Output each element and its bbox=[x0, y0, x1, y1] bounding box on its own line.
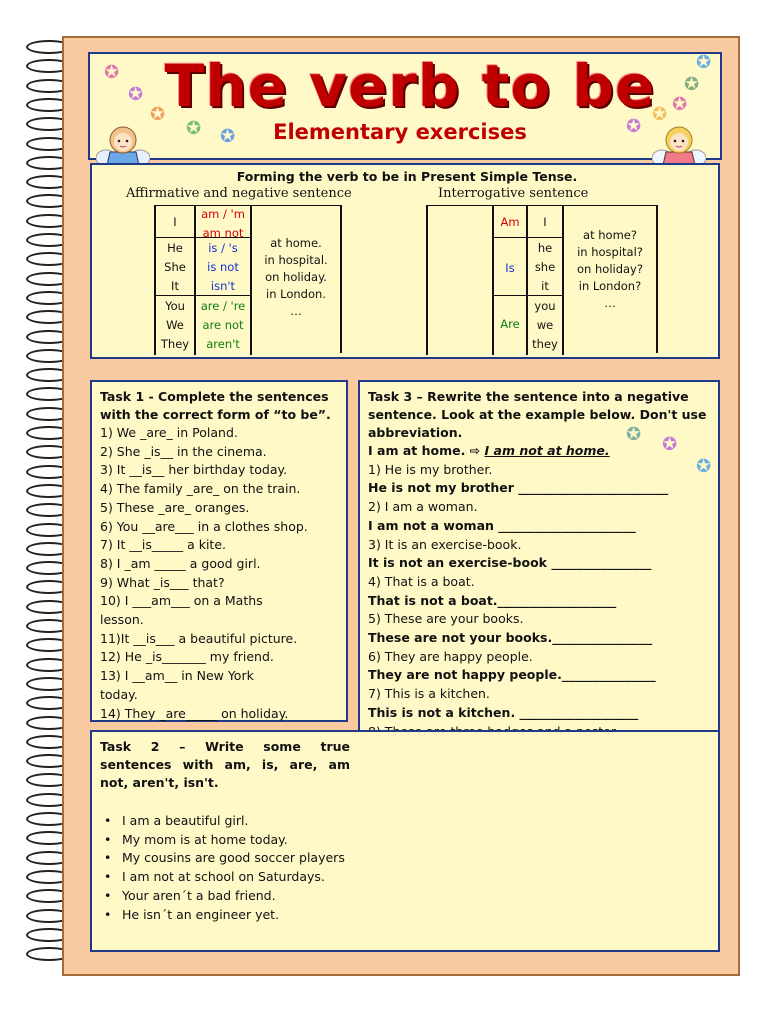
task1-item: 4) The family _are_ on the train. bbox=[100, 481, 301, 497]
task3-example bbox=[368, 442, 710, 461]
task2-heading: not, aren't, isn't. bbox=[100, 775, 219, 790]
task2-item: • Your aren´t a bad friend. bbox=[100, 887, 710, 906]
task2-list bbox=[100, 812, 710, 924]
task3-answer: I am not a woman ______________________ bbox=[368, 517, 636, 533]
task3-answer: These are not your books.________________ bbox=[368, 630, 653, 646]
task2-heading: sentences with am, is, are, am bbox=[100, 757, 350, 772]
task1-item: today. bbox=[100, 686, 138, 702]
table-cell-verb: am / 'm am not bbox=[201, 207, 245, 240]
task3-heading: sentence. Look at the example below. Don't use bbox=[368, 407, 707, 422]
table-cell-verb: is / 's is not isn't bbox=[207, 241, 239, 293]
table-line bbox=[426, 205, 658, 206]
task2-item: • He isn´t an engineer yet. bbox=[100, 906, 710, 925]
grammar-panel bbox=[90, 163, 720, 359]
task1-heading: with the correct form of “to be”. bbox=[100, 407, 331, 422]
task2-item: • I am a beautiful girl. bbox=[100, 812, 710, 831]
task1-item: 3) It __is__ her birthday today. bbox=[100, 462, 288, 478]
table-cell-pronoun: you we they bbox=[532, 299, 558, 351]
task3-heading: abbreviation. bbox=[368, 425, 463, 440]
star-icon: ✪ bbox=[150, 104, 166, 125]
task1-item: lesson. bbox=[100, 612, 144, 628]
task2-item: • I am not at school on Saturdays. bbox=[100, 868, 710, 887]
task3-prompt: 1) He is my brother. bbox=[368, 461, 493, 477]
star-icon: ✪ bbox=[662, 434, 678, 455]
task1-item: 12) He _is_______ my friend. bbox=[100, 649, 274, 665]
table-line bbox=[340, 205, 342, 353]
task1-item: 13) I __am__ in New York bbox=[100, 668, 254, 684]
star-icon: ✪ bbox=[626, 424, 642, 445]
table-cell-pronoun: I bbox=[543, 215, 547, 229]
task1-item: 8) I _am _____ a good girl. bbox=[100, 555, 261, 571]
task1-item: 11)It __is___ a beautiful picture. bbox=[100, 630, 298, 646]
star-icon: ✪ bbox=[696, 456, 712, 477]
task1-item: 5) These _are_ oranges. bbox=[100, 499, 250, 515]
task1-item: 9) What _is___ that? bbox=[100, 574, 225, 590]
table-cell-verb: Are bbox=[500, 317, 520, 331]
affirmative-heading: Affirmative and negative sentence bbox=[126, 186, 352, 201]
table-cell-places: at home. in hospital. on holiday. in London. … bbox=[264, 236, 328, 318]
table-cell-verb: Is bbox=[505, 261, 515, 275]
task1-heading: Task 1 - Complete the sentences bbox=[100, 389, 329, 404]
task3-prompt: 3) It is an exercise-book. bbox=[368, 536, 522, 552]
task3-answer: This is not a kitchen. ___________________ bbox=[368, 704, 639, 720]
task1-item: 10) I ___am___ on a Maths bbox=[100, 593, 263, 609]
table-cell-verb: Am bbox=[500, 215, 520, 229]
table-cell-pronoun: I bbox=[173, 215, 177, 229]
task2-item: • My mom is at home today. bbox=[100, 831, 710, 850]
grammar-title: Forming the verb to be in Present Simple Tense. bbox=[236, 169, 578, 184]
task3-heading: Task 3 – Rewrite the sentence into a negative bbox=[368, 389, 689, 404]
task3-prompt: 6) They are happy people. bbox=[368, 648, 533, 664]
star-icon: ✪ bbox=[672, 94, 688, 115]
task3-example-answer: I am not at home. bbox=[484, 443, 610, 458]
task3-answer: That is not a boat.___________________ bbox=[368, 592, 617, 608]
task2-panel bbox=[90, 730, 720, 952]
star-icon: ✪ bbox=[696, 52, 712, 73]
task2-heading: Task 2 – Write some true bbox=[100, 739, 350, 754]
task1-item: 1) We _are_ in Poland. bbox=[100, 425, 238, 440]
task1-item: 2) She _is__ in the cinema. bbox=[100, 443, 267, 459]
task3-prompt: 5) These are your books. bbox=[368, 611, 524, 627]
page-title: The verb to be bbox=[164, 52, 656, 120]
table-cell-places: at home? in hospital? on holiday? in London? … bbox=[577, 228, 643, 310]
task3-example-prefix: I am at home. ⇨ bbox=[368, 443, 485, 458]
task1-panel bbox=[90, 380, 348, 722]
star-icon: ✪ bbox=[128, 84, 144, 105]
task3-prompt: 2) I am a woman. bbox=[368, 499, 478, 515]
task1-item: 6) You __are___ in a clothes shop. bbox=[100, 518, 308, 534]
star-icon: ✪ bbox=[626, 116, 642, 137]
task3-prompt: 4) That is a boat. bbox=[368, 573, 475, 589]
page-subtitle: Elementary exercises bbox=[273, 120, 527, 144]
star-icon: ✪ bbox=[220, 126, 236, 147]
table-cell-pronoun: He She It bbox=[164, 241, 186, 293]
table-line bbox=[656, 205, 658, 353]
task1-item: 7) It __is_____ a kite. bbox=[100, 537, 226, 553]
table-cell-pronoun: he she it bbox=[534, 241, 556, 293]
table-line bbox=[492, 237, 562, 238]
task3-answer: They are not happy people._______________ bbox=[368, 667, 656, 683]
interrogative-heading: Interrogative sentence bbox=[438, 186, 589, 201]
task3-answer: It is not an exercise-book ________________ bbox=[368, 555, 652, 571]
task3-answer: He is not my brother ________________________ bbox=[368, 480, 669, 496]
table-line bbox=[426, 205, 428, 355]
task1-item: 14) They _are_____ on holiday. bbox=[100, 705, 289, 721]
table-cell-verb: are / 're are not aren't bbox=[200, 299, 246, 351]
task3-prompt: 7) This is a kitchen. bbox=[368, 686, 490, 702]
task1-list bbox=[100, 424, 338, 723]
star-icon: ✪ bbox=[652, 104, 668, 125]
star-icon: ✪ bbox=[684, 74, 700, 95]
task2-item: • My cousins are good soccer players bbox=[100, 849, 710, 868]
star-icon: ✪ bbox=[186, 118, 202, 139]
table-cell-pronoun: You We They bbox=[160, 299, 190, 351]
star-icon: ✪ bbox=[104, 62, 120, 83]
